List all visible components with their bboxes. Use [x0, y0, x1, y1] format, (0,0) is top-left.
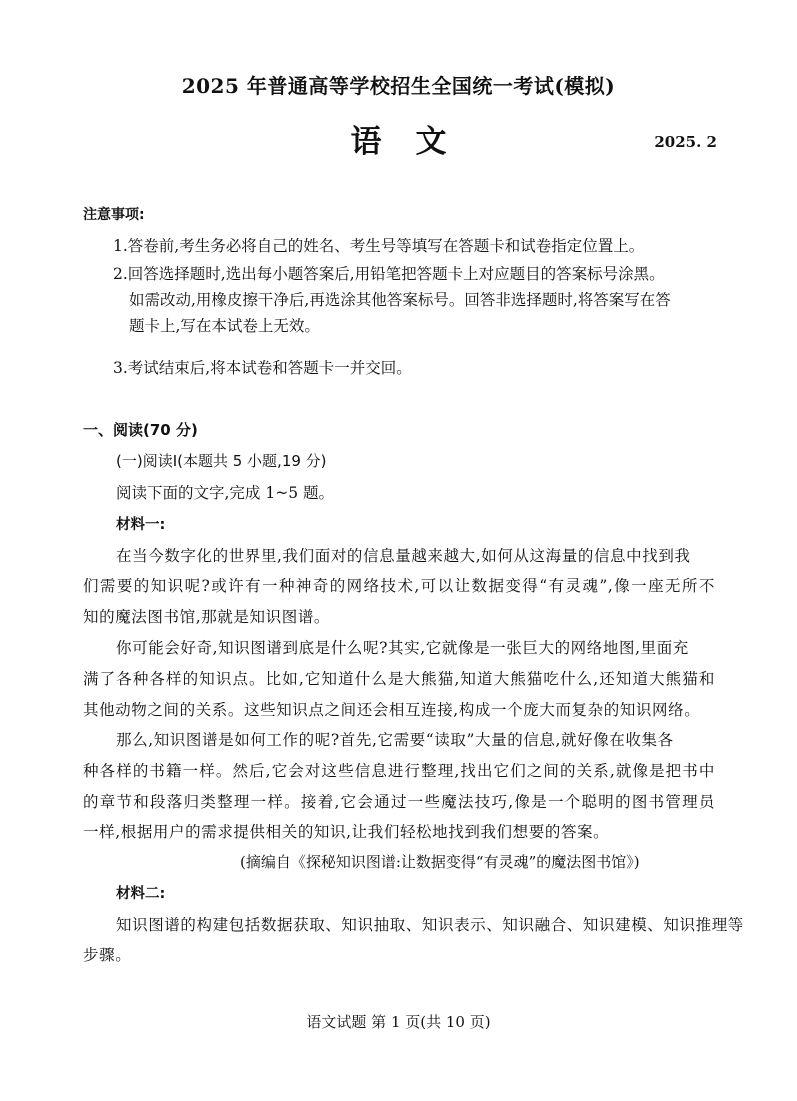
reading-instruction: 阅读下面的文字,完成 1~5 题。 [116, 484, 334, 502]
material-2-label: 材料二: [116, 886, 166, 902]
notice-item-1: 1.答卷前,考生务必将自己的姓名、考生号等填写在答题卡和试卷指定位置上。 [113, 237, 645, 255]
notice-item-2-line-3: 题卡上,写在本试卷上无效。 [129, 317, 320, 335]
paragraph-4-line-1: 知识图谱的构建包括数据获取、知识抽取、知识表示、知识融合、知识建模、知识推理等 [116, 916, 744, 934]
paragraph-4-line-2: 步骤。 [83, 946, 132, 964]
paragraph-1-line-2: 们需要的知识呢?或许有一种神奇的网络技术,可以让数据变得“有灵魂”,像一座无所不 [83, 577, 715, 595]
notice-heading: 注意事项: [83, 207, 145, 223]
paragraph-1-line-3: 知的魔法图书馆,那就是知识图谱。 [83, 608, 331, 626]
exam-date: 2025. 2 [654, 133, 717, 151]
notice-item-2-line-2: 如需改动,用橡皮擦干净后,再选涂其他答案标号。回答非选择题时,将答案写在答 [129, 291, 671, 309]
page-footer: 语文试题 第 1 页(共 10 页) [306, 1013, 491, 1031]
notice-item-3: 3.考试结束后,将本试卷和答题卡一并交回。 [113, 359, 412, 377]
notice-item-2 [113, 261, 723, 339]
subsection-heading: (一)阅读Ⅰ(本题共 5 小题,19 分) [116, 452, 327, 470]
material-1-label: 材料一: [116, 517, 166, 533]
paragraph-3-line-4: 一样,根据用户的需求提供相关的知识,让我们轻松地找到我们想要的答案。 [83, 823, 610, 841]
source-citation: (摘编自《探秘知识图谱:让数据变得“有灵魂”的魔法图书馆》) [240, 853, 640, 871]
notice-item-2-line-1: 2.回答选择题时,选出每小题答案后,用铅笔把答题卡上对应题目的答案标号涂黑。 [113, 265, 665, 283]
paragraph-2-line-3: 其他动物之间的关系。这些知识点之间还会相互连接,构成一个庞大而复杂的知识网络。 [83, 701, 701, 719]
section-heading: 一、阅读(70 分) [83, 421, 198, 439]
paragraph-3-line-1: 那么,知识图谱是如何工作的呢?首先,它需要“读取”大量的信息,就好像在收集各 [116, 731, 674, 749]
subject-title: 语文 [350, 124, 481, 160]
exam-title: 2025 年普通高等学校招生全国统一考试(模拟) [181, 74, 616, 98]
paragraph-2-line-1: 你可能会好奇,知识图谱到底是什么呢?其实,它就像是一张巨大的网络地图,里面充 [116, 639, 689, 657]
paragraph-2-line-2: 满了各种各样的知识点。比如,它知道什么是大熊猫,知道大熊猫吃什么,还知道大熊猫和 [83, 670, 715, 688]
paragraph-3-line-2: 种各样的书籍一样。然后,它会对这些信息进行整理,找出它们之间的关系,就像是把书中 [83, 762, 715, 780]
paragraph-3-line-3: 的章节和段落归类整理一样。接着,它会通过一些魔法技巧,像是一个聪明的图书管理员 [83, 793, 715, 811]
paragraph-1-line-1: 在当今数字化的世界里,我们面对的信息量越来越大,如何从这海量的信息中找到我 [116, 547, 691, 565]
